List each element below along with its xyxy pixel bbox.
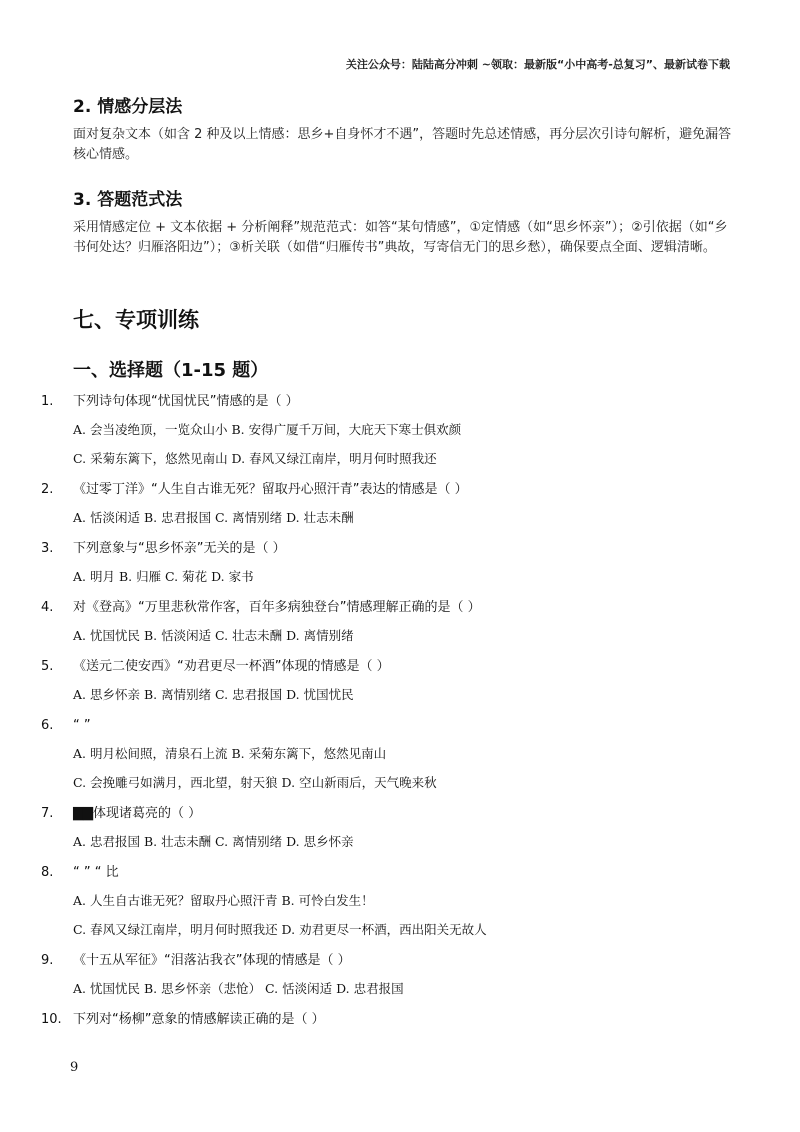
question-stem: ▇▇体现诸葛亮的（ ） — [73, 806, 202, 821]
section-title: 七、专项训练 — [73, 308, 199, 332]
question-number: 3. — [41, 541, 54, 556]
question-options: A. 明月松间照，清泉石上流 B. 采菊东篱下，悠然见南山 — [73, 746, 387, 761]
document-content — [41, 92, 733, 1034]
question-options: A. 人生自古谁无死？留取丹心照汗青 B. 可怜白发生！ — [73, 893, 374, 908]
question-stem: 《过零丁洋》“人生自古谁无死？留取丹心照汗青”表达的情感是（ ） — [73, 482, 468, 497]
question-item — [41, 651, 733, 710]
question-stem: 下列对“杨柳”意象的情感解读正确的是（ ） — [73, 1012, 325, 1027]
page-header: 关注公众号：陆陆高分冲刺 ~领取：最新版“小中高考-总复习”、最新试卷下载 — [345, 58, 730, 71]
question-number: 4. — [41, 600, 54, 615]
question-stem: 《十五从军征》“泪落沾我衣”体现的情感是（ ） — [73, 953, 351, 968]
question-stem: 下列诗句体现“忧国忧民”情感的是（ ） — [73, 394, 299, 409]
page-number: 9 — [70, 1060, 79, 1075]
question-item — [41, 857, 733, 945]
question-options: C. 春风又绿江南岸，明月何时照我还 D. 劝君更尽一杯酒，西出阳关无故人 — [73, 922, 487, 937]
question-number: 10. — [41, 1012, 62, 1027]
question-options: A. 忧国忧民 B. 思乡怀亲（悲怆） C. 恬淡闲适 D. 忠君报国 — [73, 981, 404, 996]
method3-title: 3. 答题范式法 — [73, 190, 183, 210]
question-item — [41, 592, 733, 651]
question-options: A. 恬淡闲适 B. 忠君报国 C. 离情别绪 D. 壮志未酬 — [73, 510, 354, 525]
question-number: 9. — [41, 953, 54, 968]
question-options: A. 思乡怀亲 B. 离情别绪 C. 忠君报国 D. 忧国忧民 — [73, 687, 354, 702]
method2-title: 2. 情感分层法 — [73, 97, 183, 117]
question-number: 2. — [41, 482, 54, 497]
question-item — [41, 533, 733, 592]
method2-body: 面对复杂文本（如含 2 种及以上情感：思乡+自身怀才不遇”，答题时先总述情感，再分层次引诗句解析，避免漏答核心情感。 — [73, 127, 732, 162]
question-number: 5. — [41, 659, 54, 674]
question-options: C. 采菊东篱下，悠然见南山 D. 春风又绿江南岸，明月何时照我还 — [73, 451, 437, 466]
question-number: 8. — [41, 865, 54, 880]
question-stem: “ ” “ 比 — [73, 865, 119, 880]
question-options: A. 忠君报国 B. 壮志未酬 C. 离情别绪 D. 思乡怀亲 — [73, 834, 354, 849]
question-item — [41, 798, 733, 857]
question-item — [41, 945, 733, 1004]
question-number: 7. — [41, 806, 54, 821]
question-options: A. 忧国忧民 B. 恬淡闲适 C. 壮志未酬 D. 离情别绪 — [73, 628, 354, 643]
question-options: A. 明月 B. 归雁 C. 菊花 D. 家书 — [73, 569, 254, 584]
question-stem: 对《登高》“万里悲秋常作客，百年多病独登台”情感理解正确的是（ ） — [73, 600, 481, 615]
question-list — [41, 386, 733, 1034]
question-number: 6. — [41, 718, 54, 733]
question-item — [41, 474, 733, 533]
question-stem: “ ” — [73, 718, 91, 733]
method3-body: 采用情感定位 + 文本依据 + 分析阐释”规范范式：如答“某句情感”，①定情感（如“思乡怀亲”）；②引依据（如“乡书何处达？归雁洛阳边”）；③析关联（如借“归雁传书”典故，写寄信无门的思乡愁），确保要点全面、逻辑清晰。 — [73, 220, 728, 255]
question-options: C. 会挽雕弓如满月，西北望，射天狼 D. 空山新雨后，天气晚来秋 — [73, 775, 437, 790]
question-item — [41, 710, 733, 798]
question-item — [41, 1004, 733, 1034]
part-title: 一、选择题（1-15 题） — [73, 360, 269, 381]
question-options: A. 会当凌绝顶，一览众山小 B. 安得广厦千万间，大庇天下寒士俱欢颜 — [73, 422, 462, 437]
question-stem: 《送元二使安西》“劝君更尽一杯酒”体现的情感是（ ） — [73, 659, 390, 674]
question-number: 1. — [41, 394, 54, 409]
question-item — [41, 386, 733, 474]
question-stem: 下列意象与“思乡怀亲”无关的是（ ） — [73, 541, 286, 556]
